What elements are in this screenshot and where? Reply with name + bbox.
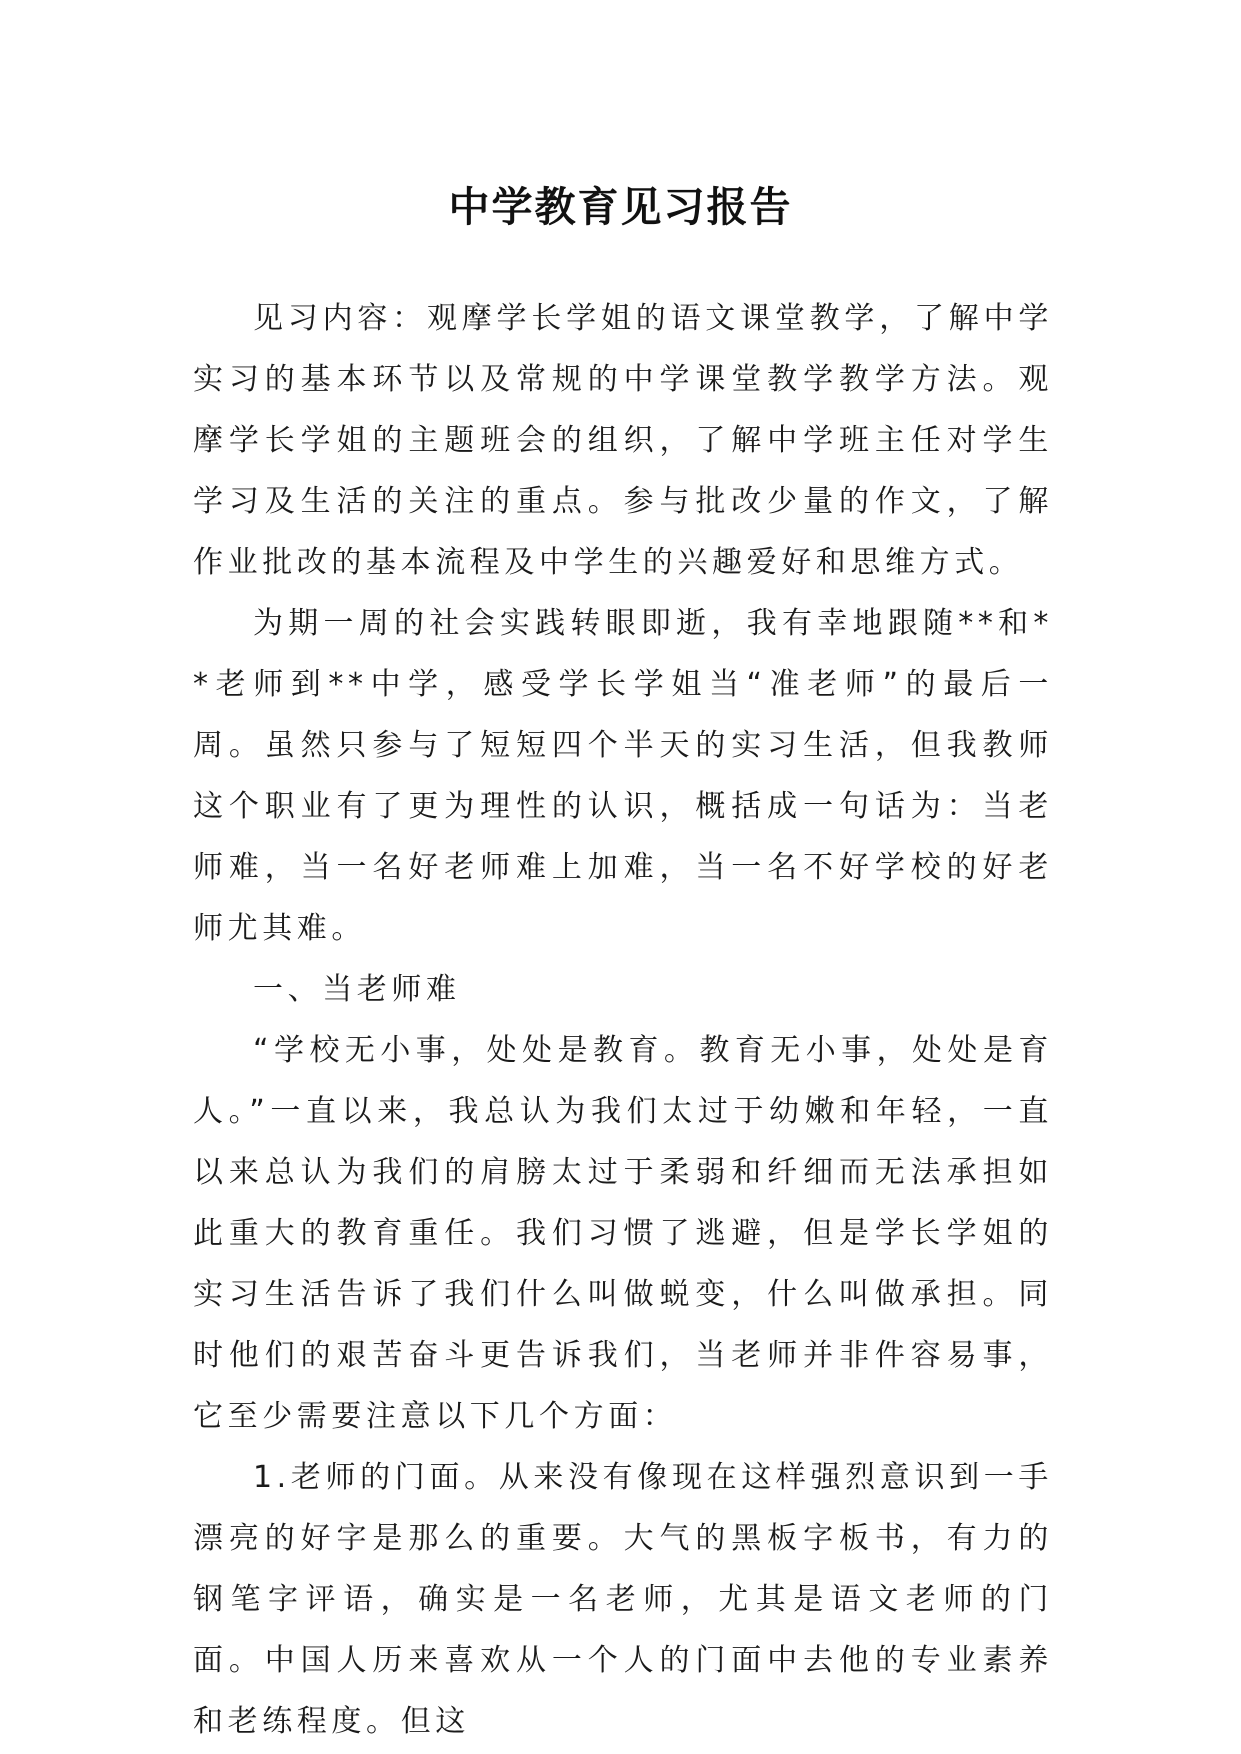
paragraph-summary: 为期一周的社会实践转眼即逝，我有幸地跟随**和**老师到**中学，感受学长学姐当“准老师”的最后一周。虽然只参与了短短四个半天的实习生活，但我教师这个职业有了更为理性的认识，概括成一句话为：当老师难，当一名好老师难上加难，当一名不好学校的好老师尤其难。	[193, 606, 1053, 946]
paragraph-intro: 见习内容：观摩学长学姐的语文课堂教学，了解中学实习的基本环节以及常规的中学课堂教学教学方法。观摩学长学姐的主题班会的组织，了解中学班主任对学生学习及生活的关注的重点。参与批改少量的作文，了解作业批改的基本流程及中学生的兴趣爱好和思维方式。	[193, 301, 1053, 580]
document-body	[193, 288, 1053, 1752]
section-heading: 一、当老师难	[253, 972, 461, 1007]
paragraph-point-one: 1.老师的门面。从来没有像现在这样强烈意识到一手漂亮的好字是那么的重要。大气的黑板字板书，有力的钢笔字评语，确实是一名老师，尤其是语文老师的门面。中国人历来喜欢从一个人的门面中去他的专业素养和老练程度。但这	[193, 1460, 1053, 1739]
document-title: 中学教育见习报告	[448, 183, 793, 232]
paragraph-section-one: “学校无小事，处处是教育。教育无小事，处处是育人。”一直以来，我总认为我们太过于幼嫩和年轻，一直以来总认为我们的肩膀太过于柔弱和纤细而无法承担如此重大的教育重任。我们习惯了逃避，但是学长学姐的实习生活告诉了我们什么叫做蜕变，什么叫做承担。同时他们的艰苦奋斗更告诉我们，当老师并非件容易事，它至少需要注意以下几个方面：	[193, 1033, 1053, 1434]
